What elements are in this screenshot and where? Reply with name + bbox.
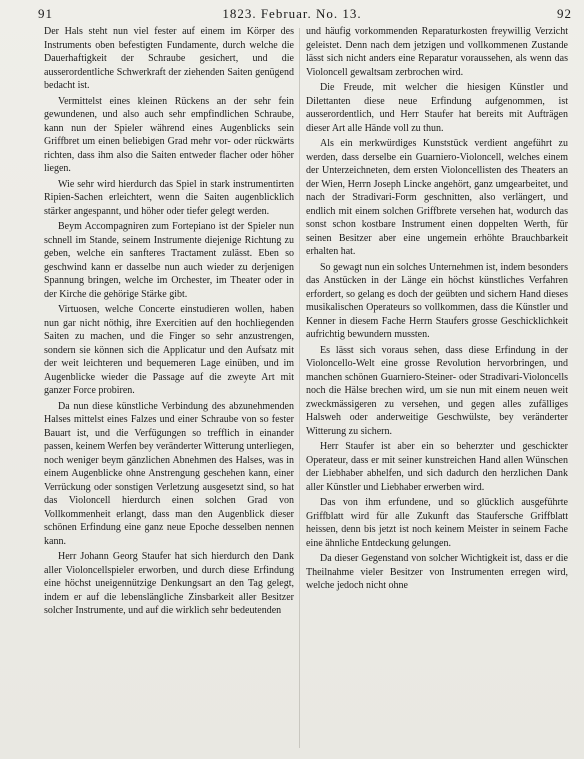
paragraph: Als ein merkwürdiges Kunststück verdient angeführt zu werden, dass derselbe ein Guarniero-Violoncell, welches einem der Unterzeichneten, dem ersten Violoncellisten des Theaters an der Wien, Herrn Joseph Lincke angehört, ganz umgearbeitet, und nach der Stradivari-Form geschnitten, also verlängert, und endlich mit einem solchen Griffbrete versehen hat, wodurch das sonst schon kostbare Instrument einen doppelten Werth, für seinen Besitzer aber eine ungemein erhöhte Brauchbarkeit erhalten hat.	[306, 138, 568, 257]
paragraph: Virtuosen, welche Concerte einstudieren wollen, haben nun gar nicht nöthig, ihre Exercitien auf den hochliegenden Saiten zu machen, und die Finger so sehr anzustrengen, sondern sie können sich die Applicatur und den Aufsatz mit der weit leichteren und bequemeren Lage einüben, und im Augenblicke wieder die Passage auf die zweyte Art mit ganzer Force probiren.	[44, 304, 294, 396]
paragraph: Herr Staufer ist aber ein so beherzter und geschickter Operateur, dass er mit seiner kunstreichen Hand allen Wünschen der Liebhaber abhelfen, und sich dadurch den herzlichen Dank aller Künstler und Liebhaber erwerben wird.	[306, 441, 568, 493]
left-column	[44, 25, 294, 620]
paragraph: Die Freude, mit welcher die hiesigen Künstler und Dilettanten diese neue Erfindung aufgenommen, ist ausserordentlich, und Herr Staufer hat bereits mit Aufträgen dieser Art alle Hände voll zu thun.	[306, 82, 568, 134]
page-number-left: 91	[38, 6, 53, 21]
paragraph: Da nun diese künstliche Verbindung des abzunehmenden Halses mittelst eines Falzes und einer Schraube von so fester Bauart ist, und die Verfügungen so trefflich in einander passen, keinem Werfen bey veränderter Witterung unterliegen, noch weniger beym gänzlichen Abnehmen des Halses, was in einem Augenblicke ohne Anstrengung geschehen kann, einer Verrückung oder sonstigen Verletzung ausgesetzt sind, so hat das Violoncell hierdurch einen solchen Grad von Vollkommenheit erlangt, dass man den Augenblick dieser schönen Erfindung eine ganz neue Epoche desselben nennen kann.	[44, 400, 294, 547]
paragraph: Der Hals steht nun viel fester auf einem im Körper des Instruments oben befestigten Fundamente, durch welche die Dauerhaftigkeit der Schraube gesichert, und die ausserordentliche Schwerkraft der ziehenden Saiten genügend bedacht ist.	[44, 26, 294, 91]
paragraph: Wie sehr wird hierdurch das Spiel in stark instrumentirten Ripien-Sachen erleichtert, wenn die Saiten augenblicklich stärker angespannt, und höher oder tiefer gelegt werden.	[44, 178, 294, 217]
paragraph: Das von ihm erfundene, und so glücklich ausgeführte Griffblatt wird für alle Zukunft das Staufersche Griffblatt heissen, denn bis jetzt ist noch keinem Meister in seinem Fache eine ähnliche Entdeckung gelungen.	[306, 497, 568, 549]
paragraph: So gewagt nun ein solches Unternehmen ist, indem besonders das Anstücken in der Länge ein höchst künstliches Verfahren erfordert, so gelang es doch der geübten und sichern Hand dieses musikalischen Operateurs so vollkommen, dass die Künstler und Kenner in diesem Fache Herrn Staufers grosse Geschicklichkeit aufrichtig bewundern mussten.	[306, 261, 568, 340]
paragraph: Es lässt sich voraus sehen, dass diese Erfindung in der Violoncello-Welt eine grosse Revolution hervorbringen, und manchen schönen Guarniero-Steiner- oder Stradivari-Violoncells noch die Hälse brechen wird, um sie nun mit einem neuen weit zweckmässigeren zu versehen, und gegen alles zufälliges Halsweh oder anderweitige Geschwülste, bey veränderter Witterung zu sichern.	[306, 344, 568, 437]
paragraph: Da dieser Gegenstand von solcher Wichtigkeit ist, dass er die Theilnahme vieler Besitzer von Instrumenten erregen wird, welche jedoch nicht ohne	[306, 553, 568, 591]
page-number-right: 92	[557, 6, 572, 21]
running-title: 1823. Februar. No. 13.	[222, 6, 362, 21]
paragraph: Herr Johann Georg Staufer hat sich hierdurch den Dank aller Violoncellspieler erworben, und durch diese Erfindung eine höchst uneigennützige Denkungsart an den Tag gelegt, indem er auf die lebenslängliche Zinsbarkeit aller Besitzer solcher Instrumente, und auf die wirklich sehr bedeutenden	[44, 551, 294, 616]
paragraph: Vermittelst eines kleinen Rückens an der sehr fein gewundenen, und also auch sehr empfindlichen Schraube, kann nun der Spieler während eines Augenblicks sein Griffbret um einen beliebigen Grad mehr vor- oder rückwärts richten, dass ihm also die Saiten entweder flacher oder höher liegen.	[44, 95, 294, 174]
paragraph: und häufig vorkommenden Reparaturkosten freywillig Verzicht geleistet. Denn nach dem jetzigen und vollkommenen Zustande lässt sich nicht anders eine Reparatur voraussehen, als wenn das Violoncell gewaltsam zerbrochen wird.	[306, 26, 568, 78]
column-divider	[299, 28, 300, 748]
right-column	[306, 25, 568, 595]
paragraph: Beym Accompagniren zum Fortepiano ist der Spieler nun schnell im Stande, seinem Instrumente diejenige Richtung zu geben, welche ein sanfteres Tractament zulässt. Eben so geschwind kann er dasselbe nun auch wieder zu derjenigen Spannung bringen, welche im Orchester, im Theater oder in der Kirche die gehörige Stärke gibt.	[44, 221, 294, 300]
page-header	[0, 6, 584, 24]
